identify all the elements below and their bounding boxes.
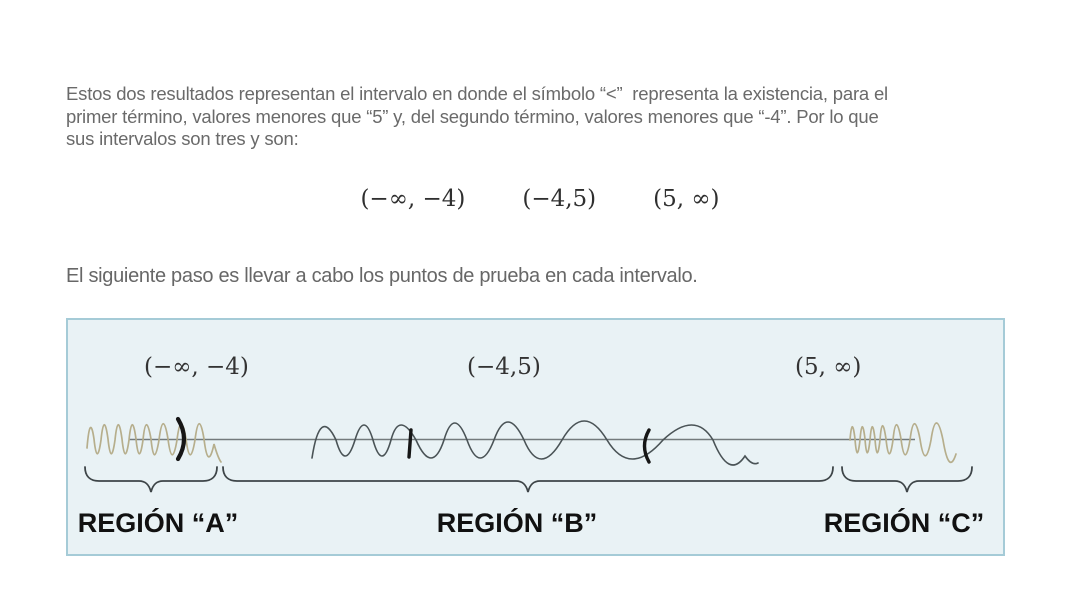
squiggle-region-a (87, 424, 221, 462)
interval-notation: (5, ∞) (653, 186, 720, 212)
intro-paragraph (66, 83, 1046, 151)
paragraph-line: primer término, valores menores que “5” y, del segundo término, valores menores que “-4”. Por lo que (66, 105, 879, 127)
underbrace-region-c (842, 467, 972, 492)
diagram-interval-label-c: (5, ∞) (795, 354, 862, 380)
paragraph-line: sus intervalos son tres y son: (66, 128, 299, 149)
diagram-box (66, 318, 1005, 556)
interval-notation: (−∞, −4) (360, 186, 466, 212)
boundary-tick-mark (409, 430, 411, 457)
interval-notation-row (0, 186, 1080, 212)
underbrace-region-a (85, 467, 217, 492)
open-paren-mark (645, 430, 650, 462)
underbrace-region-b (223, 467, 833, 492)
instruction-text: El siguiente paso es llevar a cabo los puntos de prueba en cada intervalo. (66, 265, 698, 287)
region-label-b: REGIÓN “B” (436, 508, 598, 538)
region-label-a: REGIÓN “A” (77, 508, 239, 538)
diagram-interval-label-a: (−∞, −4) (144, 354, 249, 380)
wave-region-b (312, 421, 758, 465)
diagram-interval-label-b: (−4,5) (467, 354, 541, 380)
squiggle-region-c (850, 423, 956, 462)
interval-notation: (−4,5) (522, 186, 597, 212)
paragraph-line: Estos dos resultados representan el intervalo en donde el símbolo “<” representa la existencia, para el (66, 83, 888, 104)
region-label-c: REGIÓN “C” (823, 508, 985, 538)
